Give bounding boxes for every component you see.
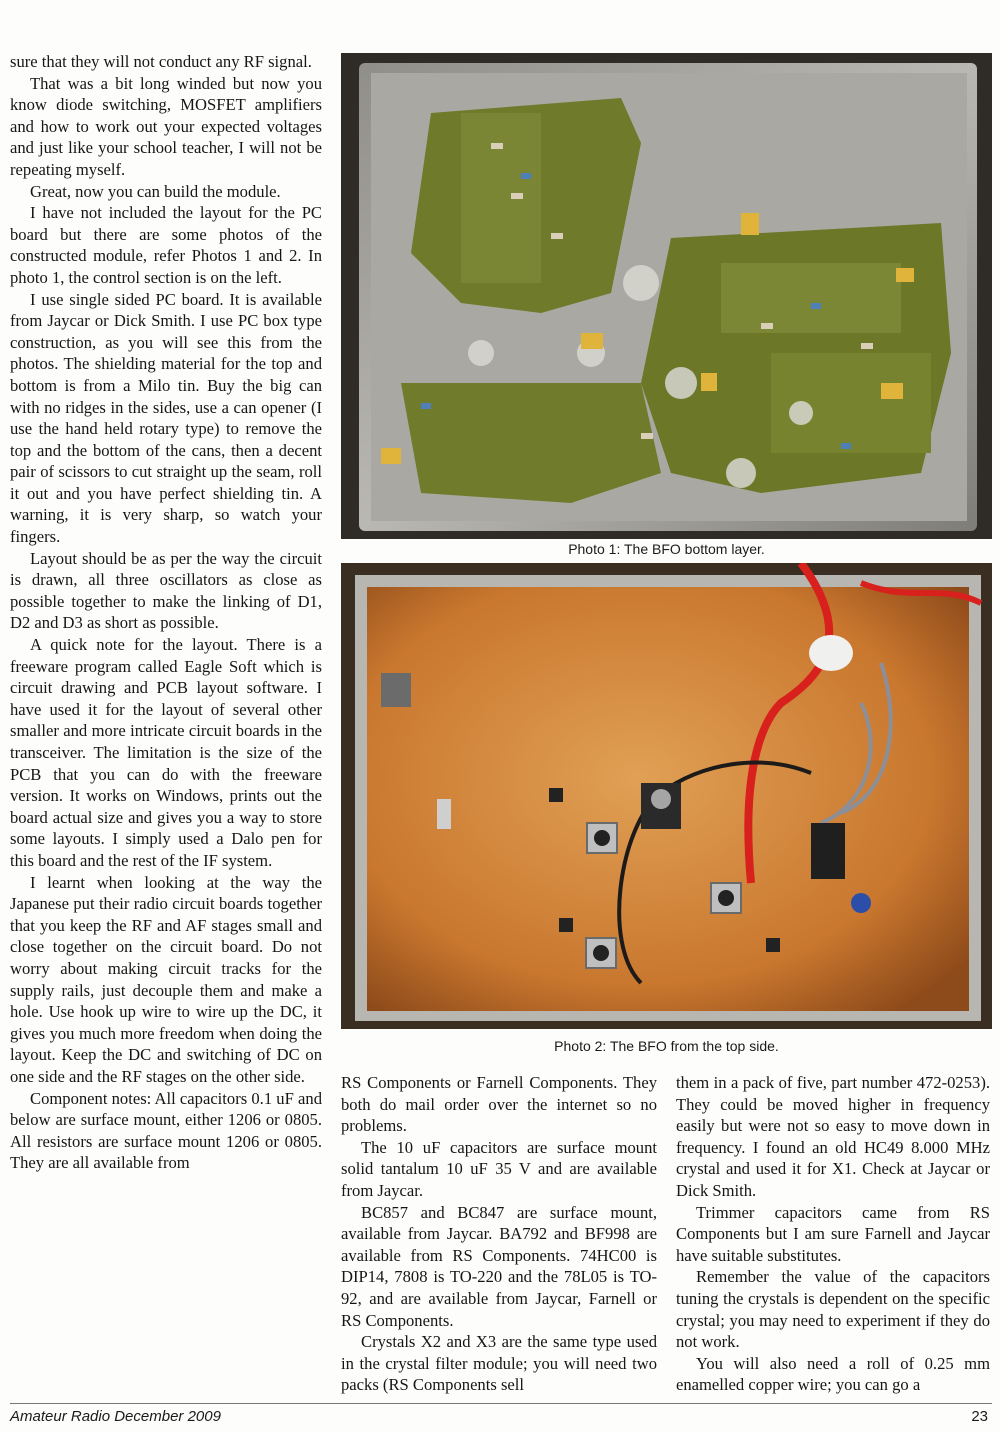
photo2-caption: Photo 2: The BFO from the top side. xyxy=(554,1038,779,1054)
paragraph: You will also need a roll of 0.25 mm enamelled copper wire; you can go a xyxy=(676,1353,990,1395)
paragraph: I use single sided PC board. It is available from Jaycar or Dick Smith. I use PC box type construction, as you will see this from the photos. The shielding material for the top and bottom is from a Milo tin. Buy the big can with no ridges in the sides, use a can opener (I use the hand held rotary type) to remove the top and the bottom of the cans, then a decent pair of scissors to cut straight up the seam, roll it out and you have perfect shielding tin. A warning, it is very sharp, so watch your fingers. xyxy=(10,289,322,547)
paragraph: Remember the value of the capacitors tuning the crystals is dependent on the specific crystal; you may need to experiment if they do not work. xyxy=(676,1267,990,1352)
page-number: 23 xyxy=(971,1408,988,1425)
paragraph: Component notes: All capacitors 0.1 uF and below are surface mount, either 1206 or 0805. All resistors are surface mount 1206 or 0805. They are all available from xyxy=(10,1088,322,1173)
paragraph: That was a bit long winded but now you know diode switching, MOSFET amplifiers and how to work out your expected voltages and just like your school teacher, I will not be repeating myself. xyxy=(10,73,322,179)
paragraph: The 10 uF capacitors are surface mount solid tantalum 10 uF 35 V and are available from Jaycar. xyxy=(341,1137,657,1200)
paragraph: them in a pack of five, part number 472-0253). They could be moved higher in frequency easily but were not so easy to move down in frequency. I found an old HC49 8.000 MHz crystal and used it for X1. Check at Jaycar or Dick Smith. xyxy=(676,1073,990,1200)
photo1-caption: Photo 1: The BFO bottom layer. xyxy=(568,541,765,557)
left-text-column xyxy=(10,51,322,1174)
paragraph: Layout should be as per the way the circuit is drawn, all three oscillators as close as possible together to make the linking of D1, D2 and D3 as short as possible. xyxy=(10,548,322,633)
paragraph: RS Components or Farnell Components. They both do mail order over the internet so no problems. xyxy=(341,1073,657,1136)
photo-bfo-bottom-layer xyxy=(341,53,992,539)
pcb-top-illustration xyxy=(341,563,992,1029)
paragraph: Great, now you can build the module. xyxy=(30,181,281,201)
paragraph: I learnt when looking at the way the Japanese put their radio circuit boards together that you keep the RF and AF stages small and close together on the circuit board. Do not worry about making circuit tracks for the supply rails, just decouple them and make a hole. Use hook up wire to wire up the DC, it gives you much more freedom when doing the layout. Keep the DC and switching of DC on one side and the RF stages on the other side. xyxy=(10,872,322,1086)
publication-name: Amateur Radio December 2009 xyxy=(10,1408,221,1425)
paragraph: sure that they will not conduct any RF signal. xyxy=(10,52,312,71)
pcb-bottom-illustration xyxy=(341,53,992,539)
paragraph: Crystals X2 and X3 are the same type used in the crystal filter module; you will need two packs (RS Components sell xyxy=(341,1332,657,1395)
right-text-column xyxy=(676,1072,990,1396)
middle-text-column xyxy=(341,1072,657,1396)
paragraph: I have not included the layout for the PC board but there are some photos of the constructed module, refer Photos 1 and 2. In photo 1, the control section is on the left. xyxy=(10,203,322,287)
paragraph: BC857 and BC847 are surface mount, available from Jaycar. BA792 and BF998 are available from RS Components. 74HC00 is DIP14, 7808 is TO-220 and the 78L05 is TO-92, and are available from Jaycar, Farnell or RS Components. xyxy=(341,1202,657,1330)
footer-divider xyxy=(10,1403,992,1404)
photo-bfo-top-side xyxy=(341,563,992,1029)
paragraph: Trimmer capacitors came from RS Components but I am sure Farnell and Jaycar have suitable substitutes. xyxy=(676,1202,990,1265)
paragraph: A quick note for the layout. There is a freeware program called Eagle Soft which is circuit drawing and PCB layout software. I have used it for the layout of several other smaller and more intricate circuit boards in the transceiver. The limitation is the size of the PCB that you can do with the freeware version. It works on Windows, prints out the board actual size and gives you a way to store some layouts. I simply used a Dalo pen for this board and the rest of the IF system. xyxy=(10,635,322,870)
